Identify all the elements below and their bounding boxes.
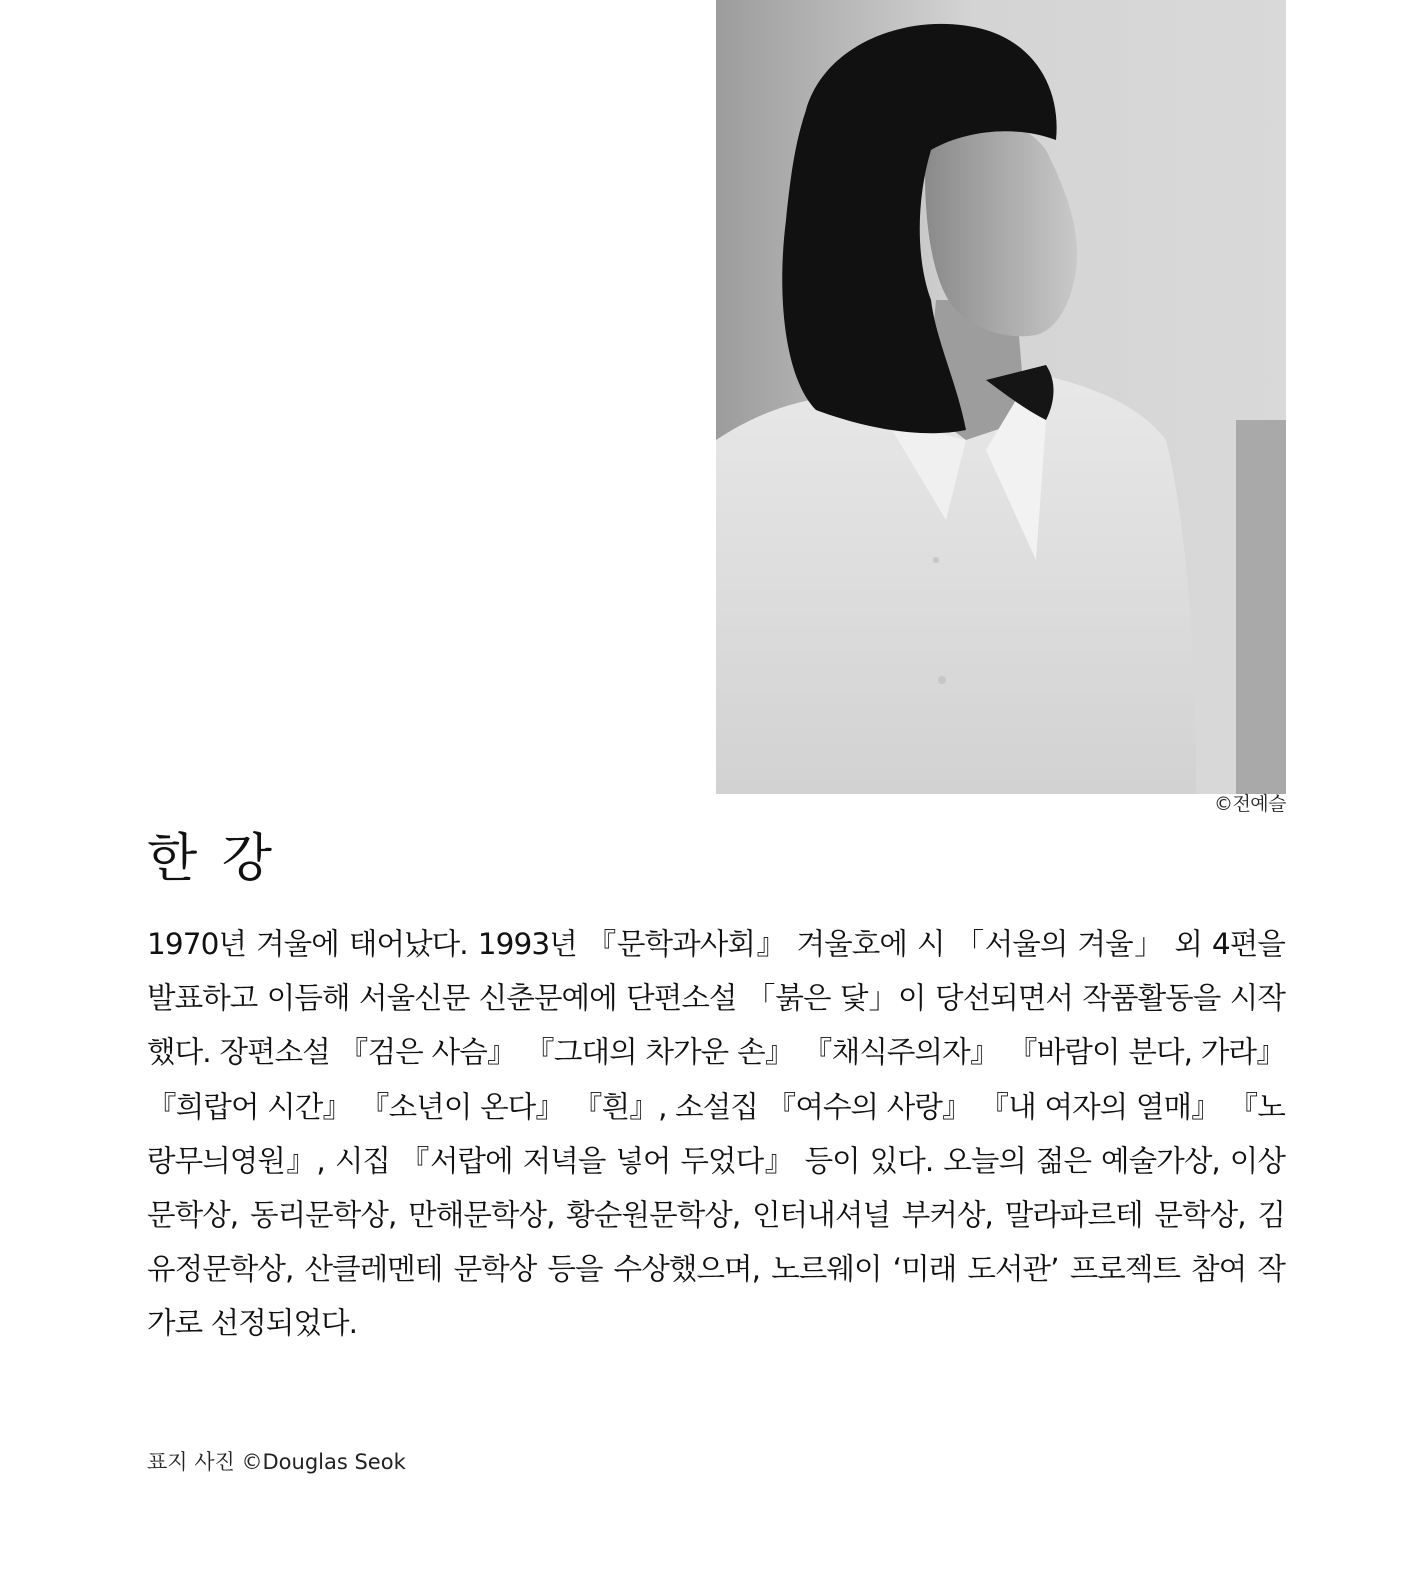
portrait-image (716, 0, 1286, 794)
cover-photo-credit: 표지 사진 ©Douglas Seok (147, 1450, 406, 1474)
photo-credit: ©전예슬 (1213, 793, 1286, 815)
author-bio: 1970년 겨울에 태어났다. 1993년 『문학과사회』 겨울호에 시 「서울의 겨울」 외 4편을 발표하고 이듬해 서울신문 신춘문예에 단편소설 「붉은 닻」이 당선되면서 작품활동을 시작했다. 장편소설 『검은 사슴』 『그대의 차가운 손』 『채식주의자』 『바람이 분다, 가라』 『희랍어 시간』 『소년이 온다』 『흰』, 소설집 『여수의 사랑』 『내 여자의 열매』 『노랑무늬영원』, 시집 『서랍에 저녁을 넣어 두었다』 등이 있다. 오늘의 젊은 예술가상, 이상문학상, 동리문학상, 만해문학상, 황순원문학상, 인터내셔널 부커상, 말라파르테 문학상, 김유정문학상, 산클레멘테 문학상 등을 수상했으며, 노르웨이 ‘미래 도서관’ 프로젝트 참여 작가로 선정되었다. (147, 927, 1285, 1341)
author-photo (716, 0, 1286, 794)
author-name: 한 강 (147, 829, 276, 889)
